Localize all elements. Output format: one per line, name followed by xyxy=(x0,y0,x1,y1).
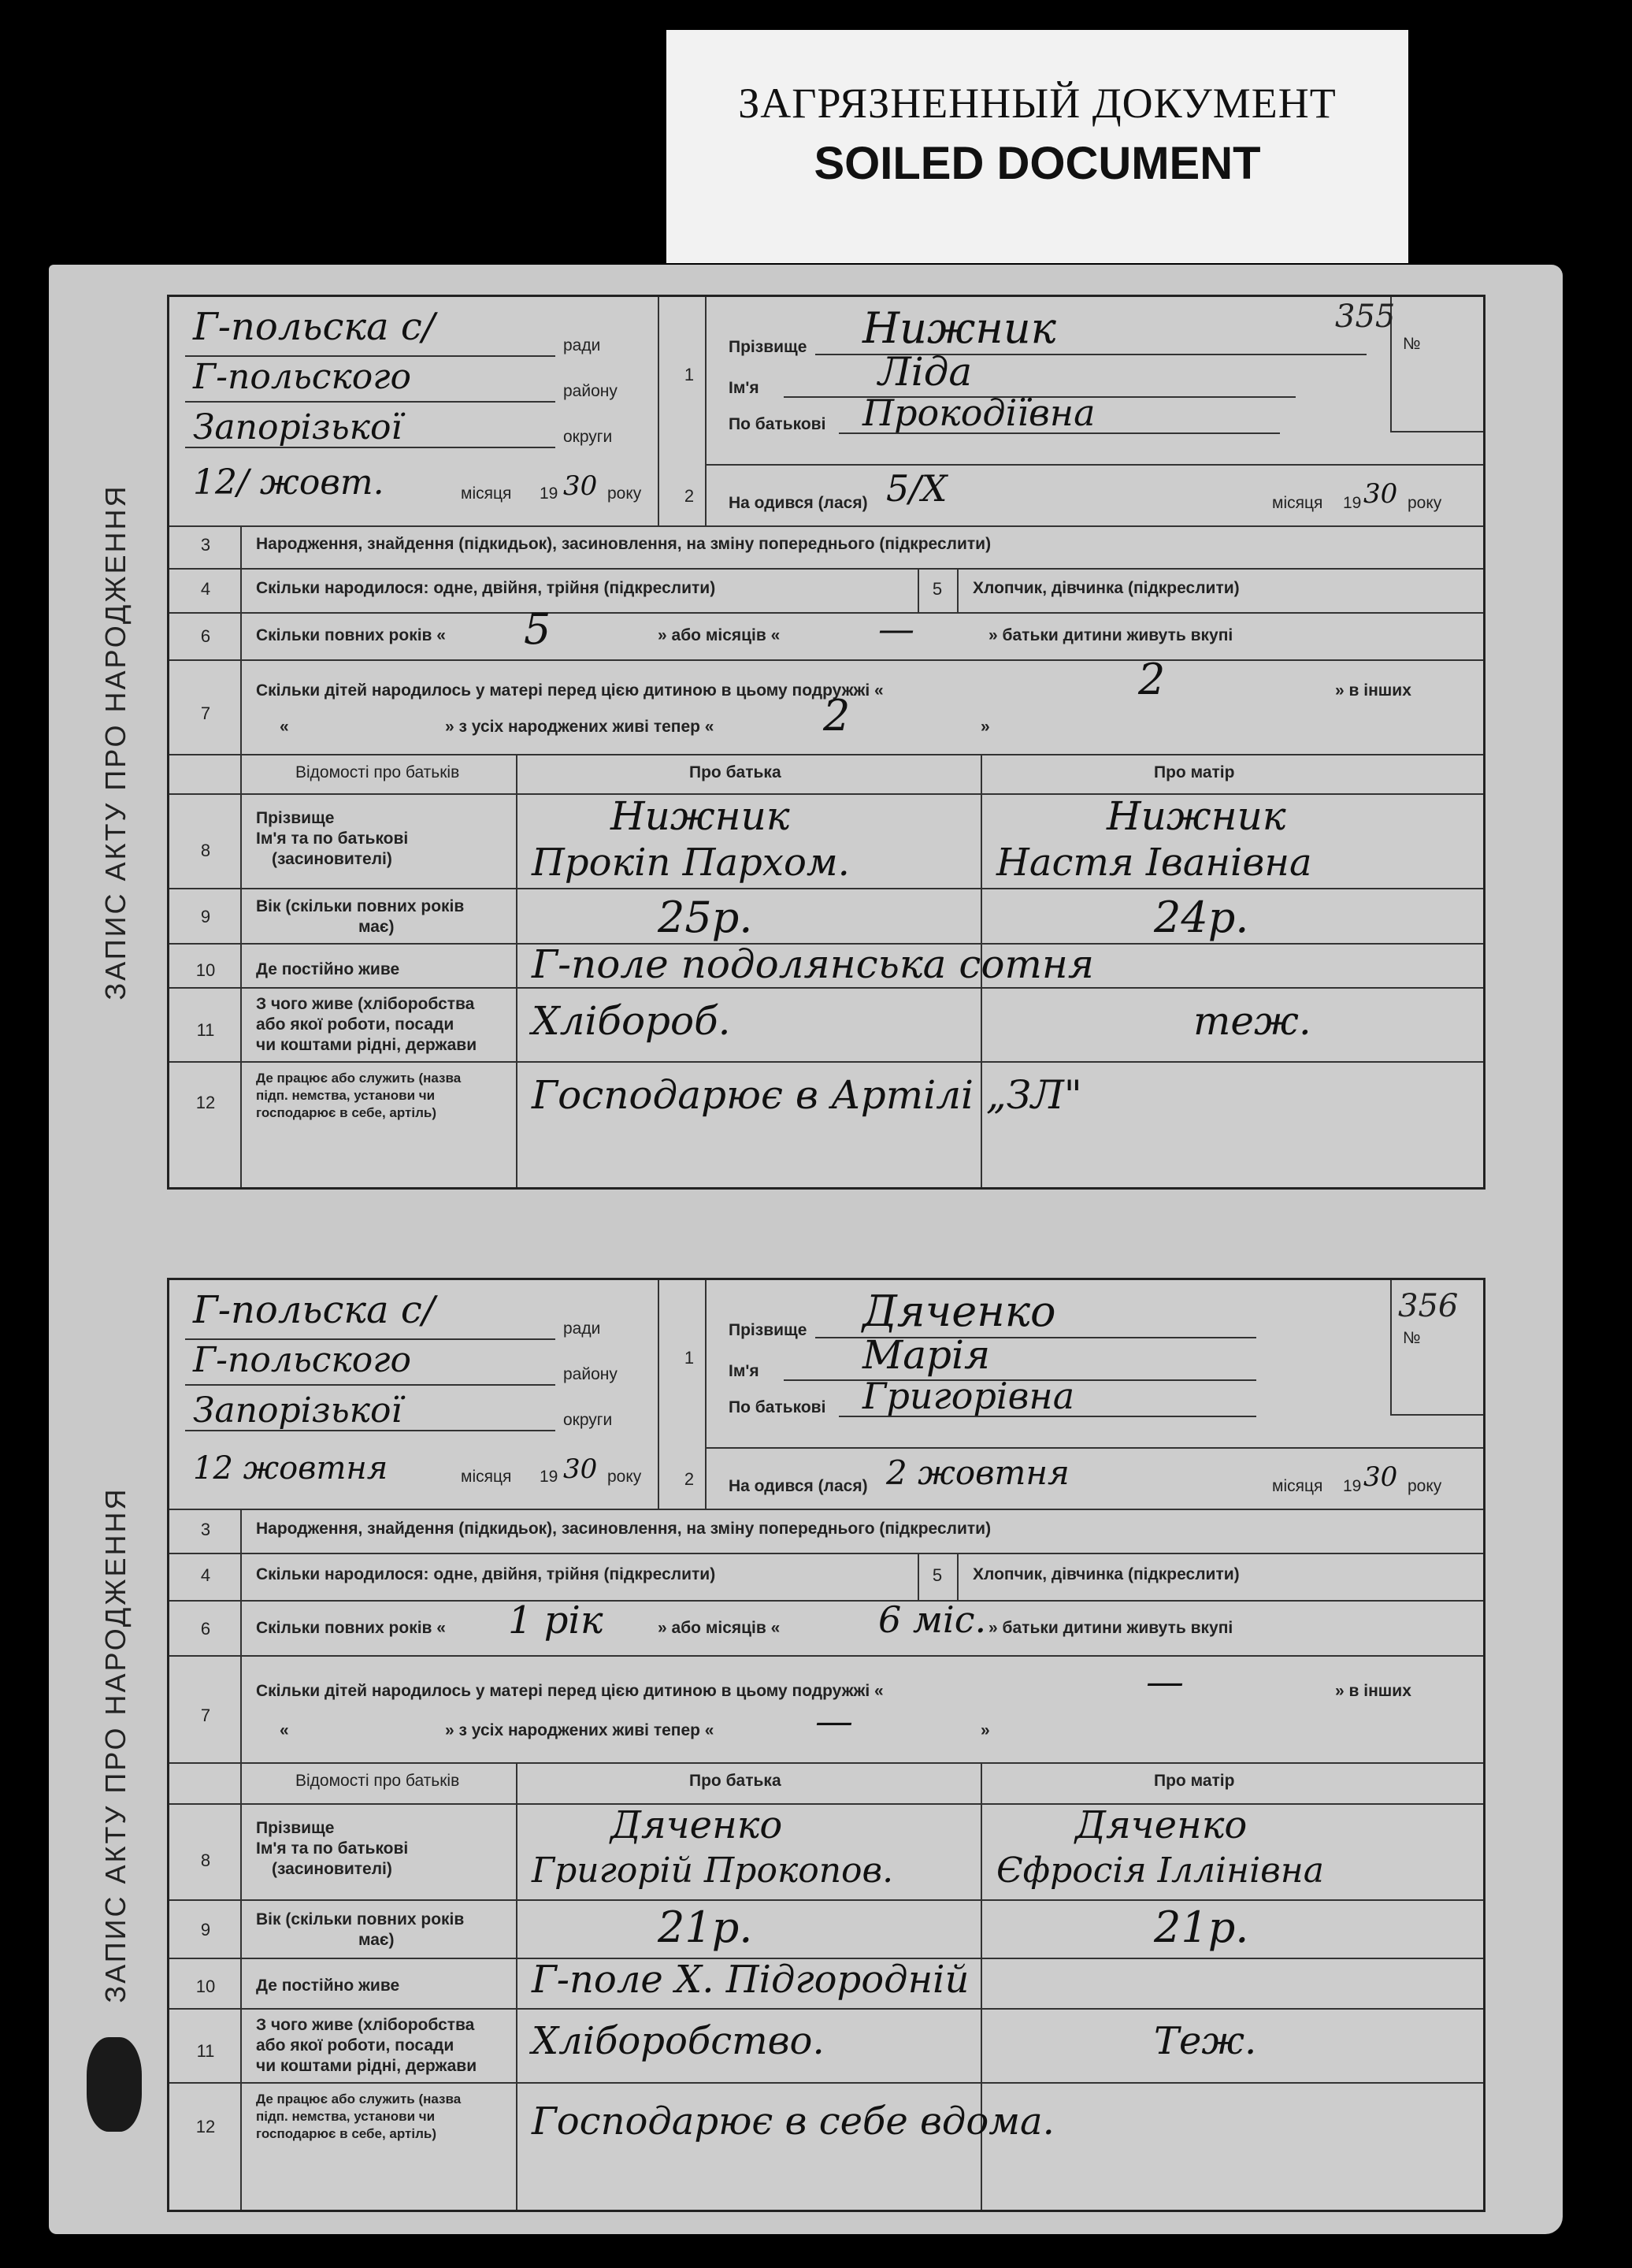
month-label-2: місяця xyxy=(1272,1477,1323,1495)
ink-smudge xyxy=(87,2037,142,2132)
side-title: ЗАПИС АКТУ ПРО НАРОДЖЕННЯ xyxy=(99,484,132,1000)
surname-value: Дяченко xyxy=(862,1286,1056,1336)
row5-text: Хлопчик, дівчинка (підкреслити) xyxy=(973,579,1240,597)
row4-text: Скільки народилося: одне, двійня, трійня (підкреслити) xyxy=(256,579,716,597)
name-label: Ім'я xyxy=(729,379,759,397)
year-label-2: року xyxy=(1408,494,1442,512)
r8-label-b: Ім'я та по батькові xyxy=(256,830,409,848)
mother-name: Єфросія Іллінівна xyxy=(996,1850,1324,1891)
registered-year: 30 xyxy=(1363,478,1398,510)
occupation-mother: теж. xyxy=(1193,998,1311,1044)
row4-text: Скільки народилося: одне, двійня, трійня (підкреслити) xyxy=(256,1565,716,1583)
father-age: 25р. xyxy=(658,893,753,942)
children-alive: — xyxy=(815,1699,853,1743)
months-together: 6 міс. xyxy=(878,1598,987,1641)
patronymic-value: Прокодіївна xyxy=(862,392,1096,434)
r12-label-b: підп. немства, установи чи xyxy=(256,2109,436,2124)
father-header: Про батька xyxy=(689,763,781,781)
record-year: 30 xyxy=(563,1453,598,1485)
rada-label: ради xyxy=(563,336,601,354)
year-label: року xyxy=(607,1468,642,1486)
parents-info-header: Відомості про батьків xyxy=(295,763,460,781)
r11-label-c: чи коштами рідні, держави xyxy=(256,2057,477,2075)
occupation-father: Хліборобство. xyxy=(532,2019,825,2063)
row7-text-e: » xyxy=(981,1721,990,1739)
rada-label: ради xyxy=(563,1320,601,1338)
side-title-2: ЗАПИС АКТУ ПРО НАРОДЖЕННЯ xyxy=(99,1487,132,2003)
row6-text-b: » або місяців « xyxy=(658,626,781,644)
r8-label-a: Прізвище xyxy=(256,1819,335,1837)
r12-label-c: господарює в себе, артіль) xyxy=(256,1105,436,1120)
residence: Г-поле подолянська сотня xyxy=(532,941,1094,987)
number-label: № xyxy=(1403,1329,1421,1347)
registered-label: На одився (лася) xyxy=(729,494,868,512)
children-before: 2 xyxy=(1138,655,1166,704)
surname-label: Прізвище xyxy=(729,1321,807,1339)
okruha-label: округи xyxy=(563,428,613,446)
children-before: — xyxy=(1146,1660,1184,1704)
father-surname: Дяченко xyxy=(610,1803,783,1847)
r12-label-c: господарює в себе, артіль) xyxy=(256,2126,436,2141)
record-number: 355 xyxy=(1335,299,1396,335)
row7-text-a: Скільки дітей народилось у матері перед цією дитиною в цьому подружжі « xyxy=(256,681,884,700)
residence: Г-поле Х. Підгородній xyxy=(532,1958,970,2002)
month-label-2: місяця xyxy=(1272,494,1323,512)
rayon-label: району xyxy=(563,382,618,400)
row7-text-a: Скільки дітей народилось у матері перед цією дитиною в цьому подружжі « xyxy=(256,1682,884,1700)
row3-text: Народження, знайдення (підкидьок), засиновлення, на зміну попереднього (підкреслити) xyxy=(256,1520,992,1538)
r11-label-a: З чого живе (хліборобства xyxy=(256,995,475,1013)
r11-label-b: або якої роботи, посади xyxy=(256,2036,454,2055)
registered-date: 2 жовтня xyxy=(886,1453,1070,1492)
okruha-value: Запорізької xyxy=(193,1390,402,1431)
row6-text-c: » батьки дитини живуть вкупі xyxy=(988,626,1233,644)
row7-text-b: » в інших xyxy=(1335,681,1411,700)
father-name: Прокіп Пархом. xyxy=(532,841,850,885)
label-english: SOILED DOCUMENT xyxy=(814,138,1261,189)
father-name: Григорій Прокопов. xyxy=(532,1850,894,1891)
mother-name: Настя Іванівна xyxy=(996,841,1312,885)
registered-label: На одився (лася) xyxy=(729,1477,868,1495)
father-header: Про батька xyxy=(689,1772,781,1790)
name-value: Марія xyxy=(862,1332,991,1378)
mother-surname: Дяченко xyxy=(1075,1803,1248,1847)
rada-value: Г-польска с/ xyxy=(193,305,435,349)
years-together: 1 рік xyxy=(508,1598,603,1643)
mother-header: Про матір xyxy=(1154,763,1235,781)
mother-age: 21р. xyxy=(1154,1902,1249,1952)
workplace: Господарює в себе вдома. xyxy=(532,2099,1055,2144)
r11-label-c: чи коштами рідні, держави xyxy=(256,1036,477,1054)
label-russian: ЗАГРЯЗНЕННЫЙ ДОКУМЕНТ xyxy=(738,80,1337,127)
row5-text: Хлопчик, дівчинка (підкреслити) xyxy=(973,1565,1240,1583)
surname-label: Прізвище xyxy=(729,338,807,356)
years-together: 5 xyxy=(524,604,551,654)
record-date: 12/ жовт. xyxy=(193,462,384,503)
r12-label-a: Де працює або служить (назва xyxy=(256,1071,462,1086)
row7-text-d: » з усіх народжених живі тепер « xyxy=(445,1721,714,1739)
registered-date: 5/Х xyxy=(886,467,948,510)
r8-label-a: Прізвище xyxy=(256,809,335,827)
name-label: Ім'я xyxy=(729,1362,759,1380)
record-number: 356 xyxy=(1398,1288,1459,1324)
r8-label-b: Ім'я та по батькові xyxy=(256,1839,409,1858)
months-together: — xyxy=(878,607,914,650)
occupation-father: Хлібороб. xyxy=(532,998,731,1044)
row3-text: Народження, знайдення (підкидьок), засиновлення, на зміну попереднього (підкреслити) xyxy=(256,535,992,553)
soiled-document-label xyxy=(666,30,1408,263)
row7-text-d: » з усіх народжених живі тепер « xyxy=(445,718,714,736)
occupation-mother: Теж. xyxy=(1154,2019,1257,2063)
month-label: місяця xyxy=(461,484,512,503)
r9-label-b: має) xyxy=(358,918,395,936)
rayon-value: Г-польского xyxy=(193,1340,411,1380)
father-age: 21р. xyxy=(658,1902,753,1952)
rayon-label: району xyxy=(563,1365,618,1383)
r8-label-c: (засиновителі) xyxy=(272,1860,392,1878)
rada-value: Г-польска с/ xyxy=(193,1288,435,1332)
record-year: 30 xyxy=(563,470,598,502)
r10-label: Де постійно живе xyxy=(256,960,400,978)
birth-record-2: ЗАПИС АКТУ ПРО НАРОДЖЕННЯ 1 2 Г-польска с/ ради Г-польского району Запорізької округи 12 жовтня місяця 19 30 року Прізвище Дяченко Ім'я Марія По батькові Григорівна 356 № На одився (лася) 2 жовтня місяця 19 30 року 3 Народження, знайдення (підкидьок), засиновлення, на зміну попереднього (підкреслити) 4 Скільки народилося: одне, двійня, трійня (підкреслити) 5 Хлопчик, дівчинка (підкреслити) 6 Скільки повних років « 1 рік » або місяців « 6 міс. » батьки дитини живуть вкупі 7 Скільки дітей народилось у матері перед цією дитиною в цьому подружжі « — » в інших « » з усіх народжених живі тепер « — » Відомості про батьків Про батька Про матір 8 Прізвище Ім'я та по батькові (засиновителі) Дяченко Григорій Прокопов. Дяченко Єфросія Іллінівна 9 Вік (скільки повних років має) 21р. 21р. 10 Де постійно живе Г-поле Х. Підгородній 11 З чого живе (хліборобства або якої роботи, посади чи коштами рідні, держави Хліборобство. Теж. 12 Де працює або служить (назва підп. немства, установи чи господарює в себе, артіль) Господарює в себе вдома. xyxy=(167,1278,1485,2212)
parents-info-header: Відомості про батьків xyxy=(295,1772,460,1790)
year-label: року xyxy=(607,484,642,503)
registered-year: 30 xyxy=(1363,1461,1398,1493)
row7-text-c: « xyxy=(280,1721,289,1739)
row7-text-b: » в інших xyxy=(1335,1682,1411,1700)
rayon-value: Г-польского xyxy=(193,357,411,397)
row6-text-c: » батьки дитини живуть вкупі xyxy=(988,1619,1233,1637)
r8-label-c: (засиновителі) xyxy=(272,850,392,868)
workplace: Господарює в Артілі „ЗЛ" xyxy=(532,1072,1082,1118)
r10-label: Де постійно живе xyxy=(256,1977,400,1995)
mother-surname: Нижник xyxy=(1107,793,1286,839)
name-value: Ліда xyxy=(878,349,973,395)
row7-text-c: « xyxy=(280,718,289,736)
row6-text-a: Скільки повних років « xyxy=(256,1619,446,1637)
year-label-2: року xyxy=(1408,1477,1442,1495)
r11-label-b: або якої роботи, посади xyxy=(256,1015,454,1034)
patronymic-label: По батькові xyxy=(729,415,826,433)
r11-label-a: З чого живе (хліборобства xyxy=(256,2016,475,2034)
okruha-label: округи xyxy=(563,1411,613,1429)
register-page xyxy=(49,265,1563,2234)
row7-text-e: » xyxy=(981,718,990,736)
row6-text-b: » або місяців « xyxy=(658,1619,781,1637)
father-surname: Нижник xyxy=(610,793,790,839)
r9-label-a: Вік (скільки повних років xyxy=(256,1910,465,1928)
children-alive: 2 xyxy=(823,691,851,741)
surname-value: Нижник xyxy=(862,303,1056,353)
r9-label-b: має) xyxy=(358,1931,395,1949)
okruha-value: Запорізької xyxy=(193,407,402,447)
r9-label-a: Вік (скільки повних років xyxy=(256,897,465,915)
month-label: місяця xyxy=(461,1468,512,1486)
birth-record-1: ЗАПИС АКТУ ПРО НАРОДЖЕННЯ 1 2 Г-польска с/ ради Г-польского району Запорізької округи 12/ жовт. місяця 19 30 року Прізвище Нижник Ім'я Ліда По батькові Прокодіївна 355 № На одився (лася) 5/Х місяця 19 30 року 3 Народження, знайдення (підкидьок), засиновлення, на зміну попереднього (підкреслити) 4 Скільки народилося: одне, двійня, трійня (підкреслити) 5 Хлопчик, дівчинка (підкреслити) 6 Скільки повних років « 5 » або місяців « — » батьки дитини живуть вкупі 7 Скільки дітей народилось у матері перед цією дитиною в цьому подружжі « 2 » в інших « » з усіх народжених живі тепер « 2 » Відомості про батьків Про батька Про матір 8 Прізвище Ім'я та по батькові (засиновителі) Нижник Прокіп Пархом. Нижник Настя Іванівна 9 Вік (скільки повних років має) 25р. 24р. 10 Де постійно живе Г-поле подолянська сотня 11 З чого живе (хліборобства або якої роботи, посади чи коштами рідні, держави Хлібороб. теж. 12 Де працює або служить (назва підп. немства, установи чи господарює в себе, артіль) Господарює в Артілі „ЗЛ" xyxy=(167,295,1485,1190)
mother-age: 24р. xyxy=(1154,893,1249,942)
r12-label-a: Де працює або служить (назва xyxy=(256,2092,462,2107)
patronymic-value: Григорівна xyxy=(862,1375,1075,1417)
r12-label-b: підп. немства, установи чи xyxy=(256,1088,436,1103)
patronymic-label: По батькові xyxy=(729,1398,826,1416)
mother-header: Про матір xyxy=(1154,1772,1235,1790)
row6-text-a: Скільки повних років « xyxy=(256,626,446,644)
record-date: 12 жовтня xyxy=(193,1450,388,1487)
number-label: № xyxy=(1403,335,1421,353)
